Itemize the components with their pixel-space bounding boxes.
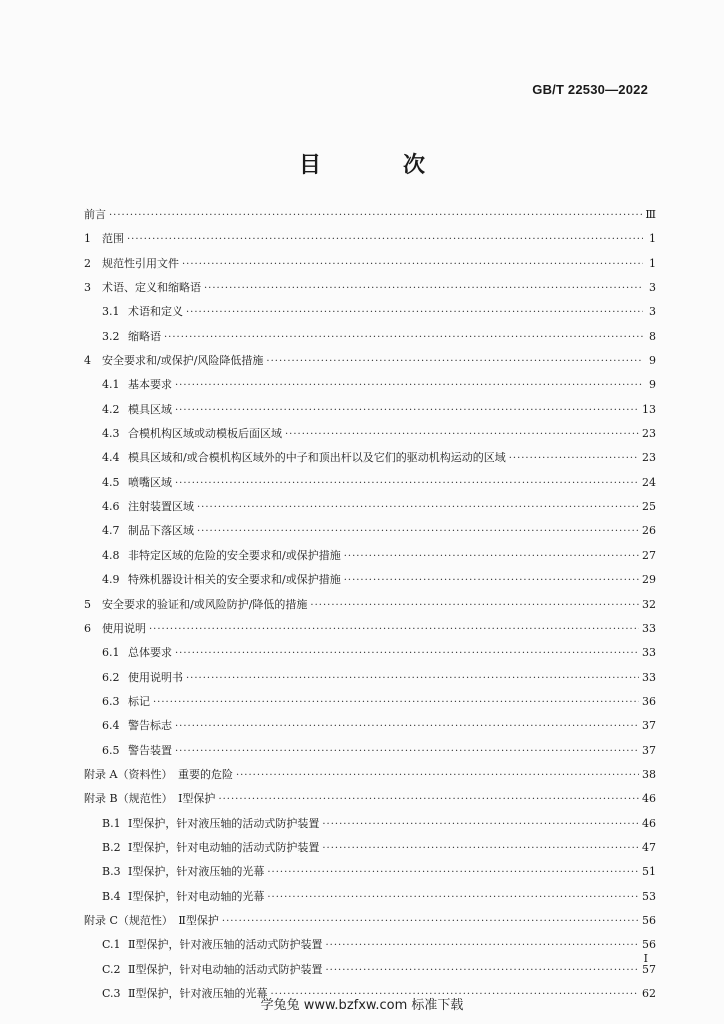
- toc-entry-page: 37: [642, 719, 656, 733]
- toc-dot-leader: [153, 691, 639, 715]
- toc-entry-number: 6: [84, 621, 91, 635]
- toc-entry[interactable]: [84, 812, 656, 836]
- toc-entry-number: 6.4: [102, 719, 120, 733]
- toc-entry-page: 38: [642, 767, 656, 781]
- toc-entry[interactable]: [84, 787, 656, 811]
- toc-entry[interactable]: [84, 495, 656, 519]
- toc-dot-leader: [222, 910, 639, 934]
- toc-entry-page: 37: [642, 743, 656, 757]
- toc-entry[interactable]: [84, 885, 656, 909]
- toc-entry-title: 缩略语: [128, 329, 161, 343]
- toc-entry-page: 36: [642, 694, 656, 708]
- toc-entry[interactable]: [84, 203, 656, 227]
- toc-dot-leader: [322, 837, 639, 861]
- toc-entry-title: 模具区域和/或合模机构区域外的中子和顶出杆以及它们的驱动机构运动的区域: [128, 451, 506, 465]
- toc-entry[interactable]: [84, 666, 656, 690]
- toc-entry-number: B.2: [102, 840, 121, 854]
- toc-entry-title: 制品下落区域: [128, 524, 194, 538]
- toc-entry-title: 合模机构区域或动模板后面区域: [128, 427, 282, 441]
- toc-entry[interactable]: [84, 227, 656, 251]
- toc-entry-page: 27: [642, 548, 656, 562]
- toc-entry-number: 4.3: [102, 427, 120, 441]
- toc-entry-page: 23: [642, 451, 656, 465]
- toc-entry-title: Ⅱ型保护，针对电动轴的活动式防护装置: [128, 962, 323, 976]
- toc-dot-leader: [175, 642, 639, 666]
- toc-dot-leader: [175, 715, 639, 739]
- toc-dot-leader: [164, 326, 643, 350]
- toc-entry[interactable]: [84, 544, 656, 568]
- toc-entry-number: 4.6: [102, 500, 120, 514]
- toc-entry-page: 24: [642, 475, 656, 489]
- toc-entry-title: 基本要求: [128, 378, 172, 392]
- toc-entry-title: 标记: [128, 694, 150, 708]
- toc-entry-title: Ⅱ型保护，针对液压轴的光幕: [128, 987, 268, 1000]
- toc-entry-title: Ⅰ型保护，针对液压轴的光幕: [128, 865, 265, 879]
- toc-dot-leader: [325, 934, 639, 958]
- toc-entry[interactable]: [84, 763, 656, 787]
- toc-entry-page: 9: [649, 378, 656, 392]
- toc-entry-number: 4.2: [102, 402, 120, 416]
- toc-entry-number: 6.1: [102, 646, 120, 660]
- toc-entry-page: 46: [642, 816, 656, 830]
- toc-entry-title: 警告标志: [128, 719, 172, 733]
- toc-entry-number: 4.8: [102, 548, 120, 562]
- toc-entry[interactable]: [84, 909, 656, 933]
- toc-dot-leader: [175, 472, 639, 496]
- toc-entry[interactable]: [84, 593, 656, 617]
- toc-entry-title: 喷嘴区域: [128, 475, 172, 489]
- toc-entry-number: B.3: [102, 865, 121, 879]
- toc-entry[interactable]: [84, 958, 656, 982]
- toc-entry[interactable]: [84, 836, 656, 860]
- toc-entry-title: 非特定区域的危险的安全要求和/或保护措施: [128, 548, 341, 562]
- toc-dot-leader: [186, 301, 643, 325]
- toc-entry-number: 3.1: [102, 305, 120, 319]
- page-number: Ⅰ: [643, 952, 648, 965]
- toc-entry-number: 1: [84, 232, 91, 246]
- toc-entry-number: B.4: [102, 889, 121, 903]
- toc-entry-page: 62: [642, 987, 656, 1000]
- toc-entry-page: 9: [649, 354, 656, 368]
- toc-entry-page: 26: [642, 524, 656, 538]
- toc-entry-number: B.1: [102, 816, 121, 830]
- toc-dot-leader: [267, 886, 639, 910]
- toc-entry-page: 51: [642, 865, 656, 879]
- toc-entry[interactable]: [84, 325, 656, 349]
- toc-entry-number: 4.1: [102, 378, 120, 392]
- toc-dot-leader: [186, 667, 639, 691]
- toc-entry[interactable]: [84, 641, 656, 665]
- toc-entry-number: 6.2: [102, 670, 120, 684]
- table-of-contents: [84, 203, 656, 1006]
- toc-entry-page: 1: [649, 256, 656, 270]
- toc-entry-page: 23: [642, 427, 656, 441]
- toc-entry[interactable]: [84, 276, 656, 300]
- toc-dot-leader: [109, 204, 642, 228]
- toc-entry-title: 总体要求: [128, 646, 172, 660]
- toc-dot-leader: [175, 399, 639, 423]
- toc-dot-leader: [182, 253, 643, 277]
- watermark-text: 学兔兔 www.bzfxw.com 标准下载: [260, 998, 464, 1013]
- toc-dot-leader: [322, 813, 639, 837]
- toc-entry-number: C.2: [102, 962, 121, 976]
- toc-entry-title: Ⅰ型保护，针对电动轴的活动式防护装置: [128, 840, 320, 854]
- toc-entry-title: 使用说明书: [128, 670, 183, 684]
- toc-entry-page: 46: [642, 792, 656, 806]
- toc-entry-number: 5: [84, 597, 91, 611]
- toc-entry-title: 术语和定义: [128, 305, 183, 319]
- toc-entry-page: 8: [649, 329, 656, 343]
- toc-entry-title: Ⅰ型保护，针对电动轴的光幕: [128, 889, 265, 903]
- toc-dot-leader: [204, 277, 643, 301]
- toc-entry-title: 模具区域: [128, 402, 172, 416]
- toc-entry-title: Ⅱ型保护，针对液压轴的活动式防护装置: [128, 938, 323, 952]
- standard-number: GB/T 22530—2022: [532, 82, 648, 97]
- toc-entry[interactable]: [84, 422, 656, 446]
- toc-entry-page: 33: [642, 670, 656, 684]
- toc-entry-page: 56: [642, 938, 656, 952]
- toc-entry-page: 57: [642, 962, 656, 976]
- toc-entry-title: 前言: [84, 208, 106, 221]
- toc-entry-title: 注射装置区域: [128, 500, 194, 514]
- toc-dot-leader: [509, 447, 639, 471]
- toc-dot-leader: [218, 788, 639, 812]
- toc-entry[interactable]: [84, 739, 656, 763]
- toc-entry-number: 3.2: [102, 329, 120, 343]
- toc-entry[interactable]: [84, 471, 656, 495]
- toc-entry-number: 4.7: [102, 524, 120, 538]
- toc-dot-leader: [267, 861, 639, 885]
- toc-dot-leader: [197, 496, 639, 520]
- toc-entry-page: Ⅲ: [645, 208, 656, 221]
- toc-entry-title: 范围: [102, 232, 124, 246]
- toc-entry-number: 3: [84, 281, 91, 295]
- toc-entry-number: 4.9: [102, 573, 120, 587]
- toc-entry-number: 4.4: [102, 451, 120, 465]
- toc-entry[interactable]: [84, 252, 656, 276]
- toc-entry[interactable]: [84, 690, 656, 714]
- toc-dot-leader: [344, 569, 639, 593]
- toc-dot-leader: [197, 520, 639, 544]
- toc-entry-number: 6.5: [102, 743, 120, 757]
- toc-dot-leader: [175, 740, 639, 764]
- toc-entry-title: Ⅰ型保护，针对液压轴的活动式防护装置: [128, 816, 320, 830]
- toc-entry[interactable]: [84, 519, 656, 543]
- toc-entry-title: 安全要求和/或保护/风险降低措施: [102, 354, 264, 368]
- toc-entry-title: 警告装置: [128, 743, 172, 757]
- toc-entry-page: 33: [642, 621, 656, 635]
- toc-entry-number: 6.3: [102, 694, 120, 708]
- toc-dot-leader: [325, 959, 639, 983]
- toc-entry-page: 3: [649, 281, 656, 295]
- toc-entry[interactable]: [84, 446, 656, 470]
- toc-entry[interactable]: [84, 300, 656, 324]
- toc-entry-page: 3: [649, 305, 656, 319]
- toc-dot-leader: [266, 350, 643, 374]
- toc-entry-page: 29: [642, 573, 656, 587]
- toc-title: 目 次: [298, 153, 455, 178]
- toc-entry-title: 附录 B（规范性） Ⅰ型保护: [84, 792, 216, 806]
- toc-dot-leader: [149, 618, 639, 642]
- toc-dot-leader: [127, 228, 643, 252]
- toc-entry-number: C.1: [102, 938, 121, 952]
- toc-entry-number: 2: [84, 256, 91, 270]
- toc-entry[interactable]: [84, 714, 656, 738]
- toc-entry-page: 25: [642, 500, 656, 514]
- toc-entry[interactable]: [84, 373, 656, 397]
- toc-entry-title: 规范性引用文件: [102, 256, 179, 270]
- toc-entry-page: 32: [642, 597, 656, 611]
- toc-dot-leader: [344, 545, 639, 569]
- toc-entry-title: 附录 A（资料性） 重要的危险: [84, 767, 233, 781]
- toc-entry-number: C.3: [102, 987, 121, 1000]
- toc-entry[interactable]: [84, 933, 656, 957]
- toc-entry-page: 47: [642, 840, 656, 854]
- toc-entry[interactable]: [84, 617, 656, 641]
- toc-entry[interactable]: [84, 398, 656, 422]
- toc-entry[interactable]: [84, 568, 656, 592]
- toc-entry-page: 1: [649, 232, 656, 246]
- toc-dot-leader: [310, 594, 639, 618]
- toc-entry-number: 4.5: [102, 475, 120, 489]
- toc-entry-page: 53: [642, 889, 656, 903]
- toc-entry-title: 术语、定义和缩略语: [102, 281, 201, 295]
- toc-dot-leader: [285, 423, 639, 447]
- toc-entry[interactable]: [84, 349, 656, 373]
- toc-entry-number: 4: [84, 354, 91, 368]
- toc-entry-page: 33: [642, 646, 656, 660]
- toc-dot-leader: [175, 374, 643, 398]
- toc-entry-title: 安全要求的验证和/或风险防护/降低的措施: [102, 597, 308, 611]
- toc-entry[interactable]: [84, 860, 656, 884]
- toc-entry-title: 附录 C（规范性） Ⅱ型保护: [84, 913, 219, 927]
- toc-entry-page: 13: [642, 402, 656, 416]
- toc-dot-leader: [236, 764, 639, 788]
- toc-entry-title: 特殊机器设计相关的安全要求和/或保护措施: [128, 573, 341, 587]
- toc-entry-page: 56: [642, 913, 656, 927]
- toc-entry-title: 使用说明: [102, 621, 146, 635]
